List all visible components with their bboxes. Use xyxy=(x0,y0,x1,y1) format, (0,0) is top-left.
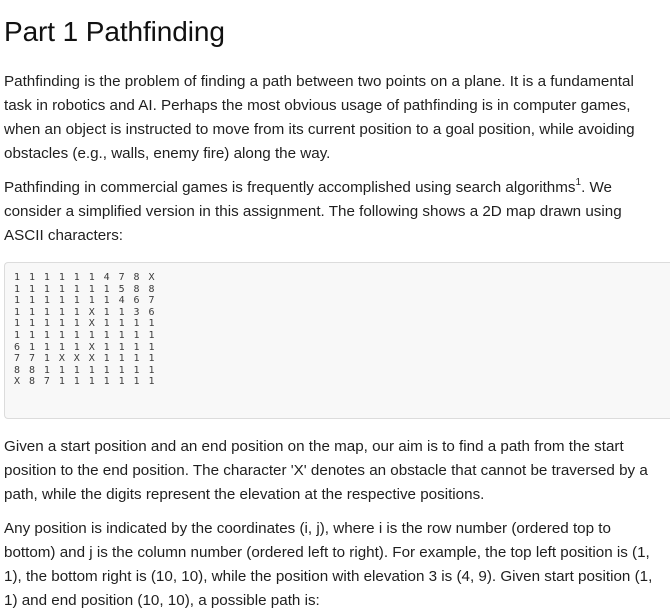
paragraph-text-after-footnote: . We consider a simplified version in this assignment. The following shows a 2D map drawn using ASCII characters: xyxy=(4,179,622,244)
map-row: 1 1 1 1 1 1 4 7 8 X xyxy=(14,272,156,283)
coordinates-paragraph: Any position is indicated by the coordinates (i, j), where i is the row number (ordered top to bottom) and j is the column number (ordered left to right). For example, the top left position is (1, 1), the bottom right is (10, 10), while the position with elevation 3 is (4, 9). Given start position (1, 1) and end position (10, 10), a possible path is: xyxy=(4,520,653,609)
paragraph-text-before-footnote: Pathfinding in commercial games is frequently accomplished using search algorithms xyxy=(4,179,576,196)
footnote-reference[interactable]: 1 xyxy=(575,176,582,188)
ascii-map-code-block xyxy=(4,262,670,419)
search-algorithms-paragraph xyxy=(4,176,664,248)
map-row: 6 1 1 1 1 X 1 1 1 1 xyxy=(14,341,156,353)
map-row: 1 1 1 1 1 X 1 1 3 6 xyxy=(14,306,156,318)
map-row: X 8 7 1 1 1 1 1 1 1 xyxy=(14,376,156,388)
map-row: 1 1 1 1 1 1 1 4 6 7 xyxy=(14,295,156,307)
map-row: 1 1 1 1 1 1 1 5 8 8 xyxy=(14,283,156,295)
map-description-paragraph: Given a start position and an end position on the map, our aim is to find a path from the start position to the end position. The character 'X' denotes an obstacle that cannot be traversed by a path, while the digits represent the elevation at the respective positions. xyxy=(4,438,648,503)
document-page xyxy=(4,0,670,613)
ascii-map xyxy=(14,272,670,388)
map-row: 1 1 1 1 1 1 1 1 1 1 xyxy=(14,329,156,341)
intro-paragraph: Pathfinding is the problem of finding a path between two points on a plane. It is a fundamental task in robotics and AI. Perhaps the most obvious usage of pathfinding is in computer games, when an object is instructed to move from its current position to a goal position, while avoiding obstacles (e.g., walls, enemy fire) along the way. xyxy=(4,73,635,162)
map-row: 8 8 1 1 1 1 1 1 1 1 xyxy=(14,364,156,376)
map-row: 7 7 1 X X X 1 1 1 1 xyxy=(14,353,156,365)
page-title: Part 1 Pathfinding xyxy=(4,16,225,47)
map-row: 1 1 1 1 1 X 1 1 1 1 xyxy=(14,318,156,330)
